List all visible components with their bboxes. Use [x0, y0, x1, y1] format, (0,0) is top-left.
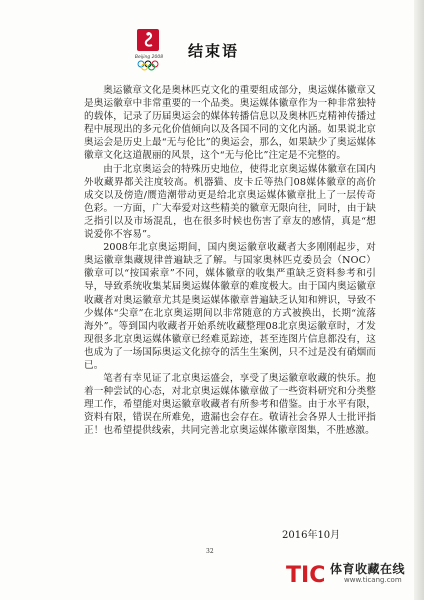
- site-watermark-logo: [286, 558, 410, 590]
- page-number: 32: [206, 548, 214, 555]
- beijing-2008-emblem-icon: [132, 28, 166, 74]
- emblem-caption: Beijing 2008: [134, 55, 164, 60]
- paragraph-3: 2008年北京奥运期间，国内奥运徽章收藏者大多刚刚起步，对奥运徽章集藏规律普遍缺乏了解。与国家奥林匹克委员会（NOC）徽章可以“按国索章”不同，媒体徽章的收集严重缺乏资料参考和引导，导致系统收集某届奥运媒体徽章的难度极大。由于国内奥运徽章收藏者对奥运徽章尤其是奥运媒体徽章普遍缺乏认知和辨识，导致不少媒体“尖章”在北京奥运期间以非常随意的方式被换出，长期“流落海外”。等到国内收藏者开始系统收藏整理08北京奥运徽章时，才发现很多北京奥运媒体徽章已经难觅踪迹，甚至连图片信息都没有，这也成为了一场国际奥运文化掠夺的活生生案例，只不过是没有硝烟而已。: [84, 242, 376, 371]
- page-edge-shadow: [414, 0, 424, 600]
- page-header: [132, 28, 332, 76]
- site-name: 体育收藏在线: [330, 562, 406, 576]
- paragraph-2: 由于北京奥运会的特殊历史地位，使得北京奥运媒体徽章在国内外收藏界都关注度较高。机器猫、皮卡丘等热门08媒体徽章的高价成交以及傍造/赝造潮带动更是给北京奥运媒体徽章批上了一层传奇色彩。一方面，广大奉爱对这些精美的徽章无限向往，同时，由于缺乏指引以及市场混乱，也在很多时候也伤害了章友的感情，真是“想说爱你不容易”。: [84, 163, 376, 241]
- closing-date: 2016年10月: [282, 530, 341, 541]
- site-url: www.ticang.com: [344, 576, 402, 584]
- tic-logo-icon: [286, 560, 326, 586]
- body-text: [84, 84, 376, 438]
- paragraph-4: 笔者有幸见证了北京奥运盛会，享受了奥运徽章收藏的快乐。抱着一种尝试的心态，对北京奥运媒体徽章做了一些资料研究和分类整理工作，希望能对奥运徽章收藏者有所参考和借鉴。由于水平有限，资料有限，错误在所难免，遗漏也会存在。敬请社会各界人士批评指正！也希望提供线索，共同完善北京奥运媒体徽章图集，不胜感激。: [84, 373, 376, 437]
- page-title: 结束语: [188, 42, 240, 60]
- logo-mark-text: TIC: [286, 563, 326, 586]
- paragraph-1: 奥运徽章文化是奥林匹克文化的重要组成部分，奥运媒体徽章又是奥运徽章中非常重要的一个品类。奥运媒体徽章作为一种非常独特的载体，记录了历届奥运会的媒体转播信息以及奥林匹克精神传播过程中展现出的多元化价值倾向以及各国不同的文化内涵。如果说北京奥运会是历史上最“无与伦比”的奥运会，那么，如果缺少了奥运媒体徽章文化这道靓丽的风景，这个“无与伦比”注定是不完整的。: [84, 85, 376, 162]
